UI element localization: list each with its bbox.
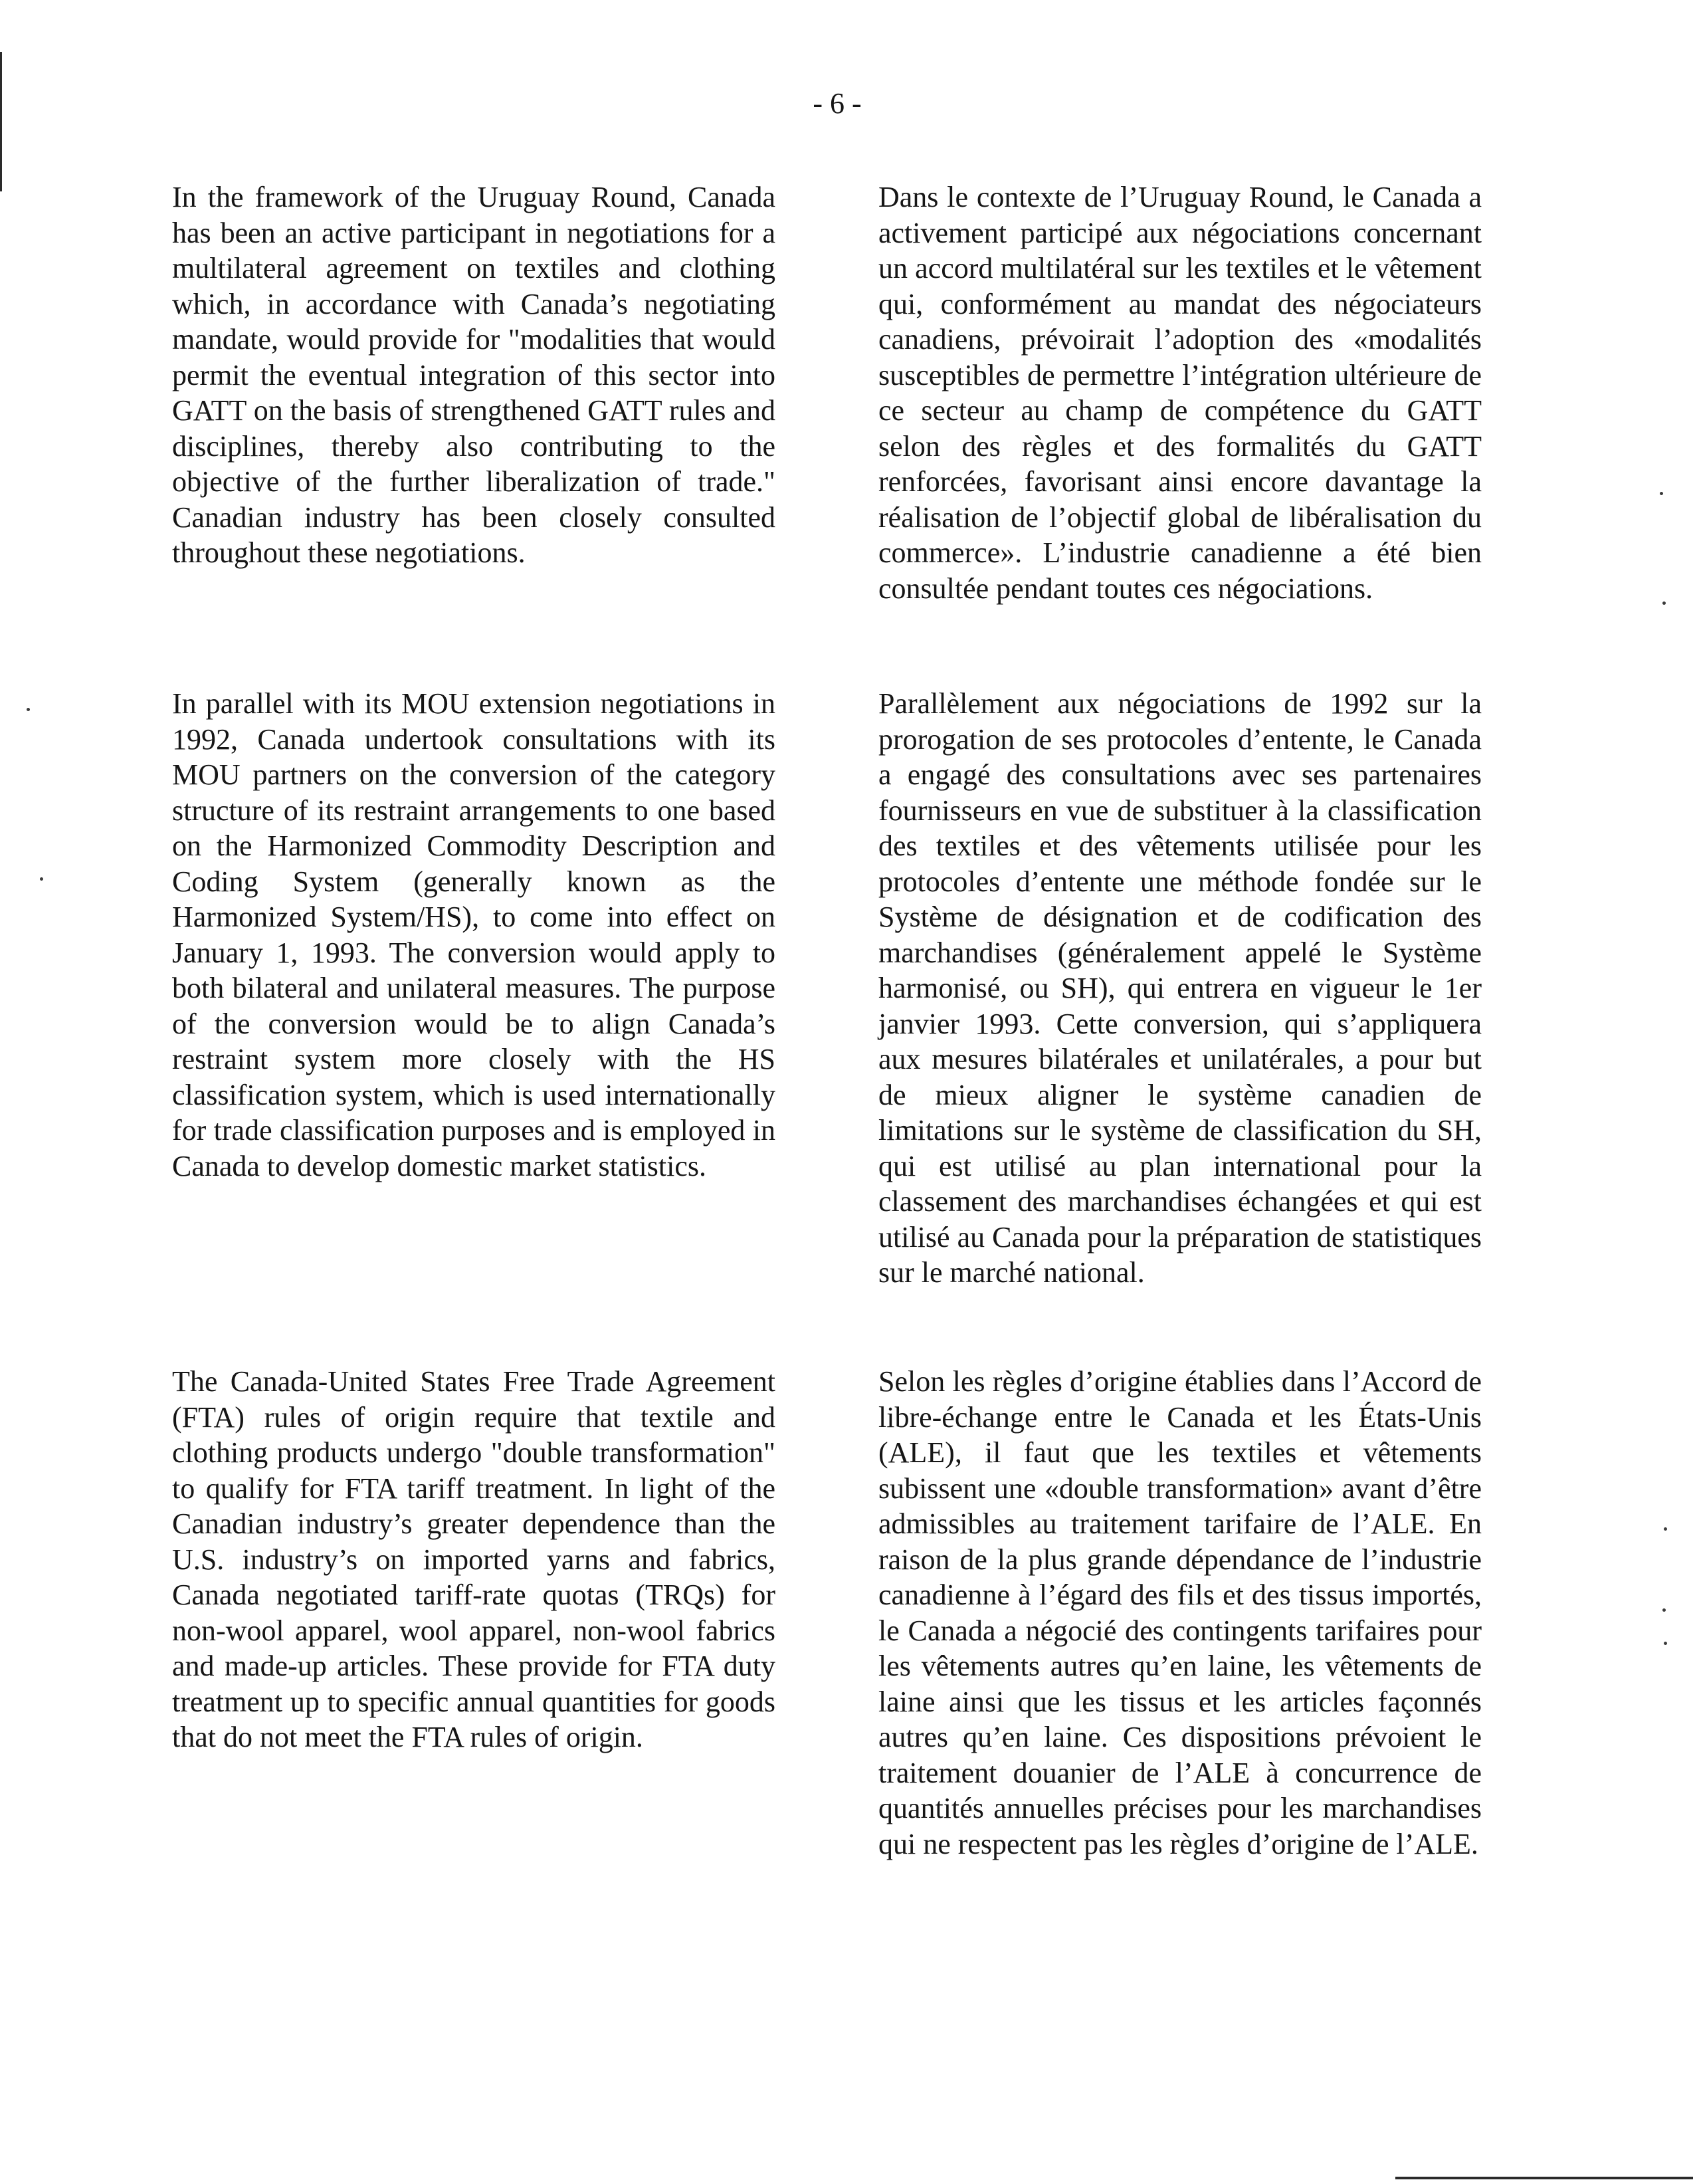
scan-speck [27,708,30,711]
scan-speck [1662,601,1666,605]
scan-edge-mark [0,52,2,191]
scan-speck [1660,492,1663,495]
english-paragraph-mou-conversion: In parallel with its MOU extension negotiations in 1992, Canada undertook consultations with its MOU partners on the conversion of the category structure of its restraint arrangements to one based on the Harmonized Commodity Description and Coding System (generally known as the Harmonized System/HS), to come into effect on January 1, 1993. The conversion would apply to both bilateral and unilateral measures. The purpose of the conversion would be to align Canada’s restraint system more closely with the HS classification system, which is used internationally for trade classification purposes and is employed in Canada to develop domestic market statistics. [172,687,775,1182]
scan-speck [40,877,43,881]
scan-bottom-mark [1395,2177,1693,2179]
page-number: - 6 - [813,87,862,120]
scan-speck [1664,1642,1667,1645]
english-paragraph-uruguay-round: In the framework of the Uruguay Round, Canada has been an active participant in negotiations for a multilateral agreement on textiles and clothing which, in accordance with Canada’s negotiating mandate, would provide for "modalities that would permit the eventual integration of this sector into GATT on the basis of strengthened GATT rules and disciplines, thereby also contributing to the objective of the further liberalization of trade." Canadian industry has been closely consulted throughout these negotiations. [172,181,775,569]
scan-speck [1662,1608,1666,1612]
scan-speck [1664,1527,1667,1531]
french-paragraph-fta-rules: Selon les règles d’origine établies dans l’Accord de libre-échange entre le Canada et les États-Unis (ALE), il faut que les textiles et vêtements subissent une «double transformation» avant d’être admissibles au traitement tarifaire de l’ALE. En raison de la plus grande dépendance de l’industrie canadienne à l’égard des fils et des tissus importés, le Canada a négocié des contingents tarifaires pour les vêtements autres qu’en laine, les vêtements de laine ainsi que les tissus et les articles façonnés autres qu’en laine. Ces dispositions prévoient le traitement douanier de l’ALE à concurrence de quantités annuelles précises pour les marchandises qui ne respectent pas les règles d’origine de l’ALE. [878,1365,1482,1860]
french-paragraph-mou-conversion: Parallèlement aux négociations de 1992 sur la prorogation de ses protocoles d’entente, le Canada a engagé des consultations avec ses partenaires fournisseurs en vue de substituer à la classification des textiles et des vêtements utilisée pour les protocoles d’entente une méthode fondée sur le Système de désignation et de codification des marchandises (généralement appelé le Système harmonisé, ou SH), qui entrera en vigueur le 1er janvier 1993. Cette conversion, qui s’appliquera aux mesures bilatérales et unilatérales, a pour but de mieux aligner le système canadien de limitations sur le système de classification du SH, qui est utilisé au plan international pour la classement des marchandises échangées et qui est utilisé au Canada pour la préparation de statistiques sur le marché national. [878,687,1482,1289]
english-paragraph-fta-rules: The Canada-United States Free Trade Agreement (FTA) rules of origin require that textile and clothing products undergo "double transformation" to qualify for FTA tariff treatment. In light of the Canadian industry’s greater dependence than the U.S. industry’s on imported yarns and fabrics, Canada negotiated tariff-rate quotas (TRQs) for non-wool apparel, wool apparel, non-wool fabrics and made-up articles. These provide for FTA duty treatment up to specific annual quantities for goods that do not meet the FTA rules of origin. [172,1365,775,1753]
french-paragraph-uruguay-round: Dans le contexte de l’Uruguay Round, le Canada a activement participé aux négociations concernant un accord multilatéral sur les textiles et le vêtement qui, conformément au mandat des négociateurs canadiens, prévoirait l’adoption des «modalités susceptibles de permettre l’intégration ultérieure de ce secteur au champ de compétence du GATT selon des règles et des formalités du GATT renforcées, favorisant ainsi encore davantage la réalisation de l’objectif global de libéralisation du commerce». L’industrie canadienne a été bien consultée pendant toutes ces négociations. [878,181,1482,605]
